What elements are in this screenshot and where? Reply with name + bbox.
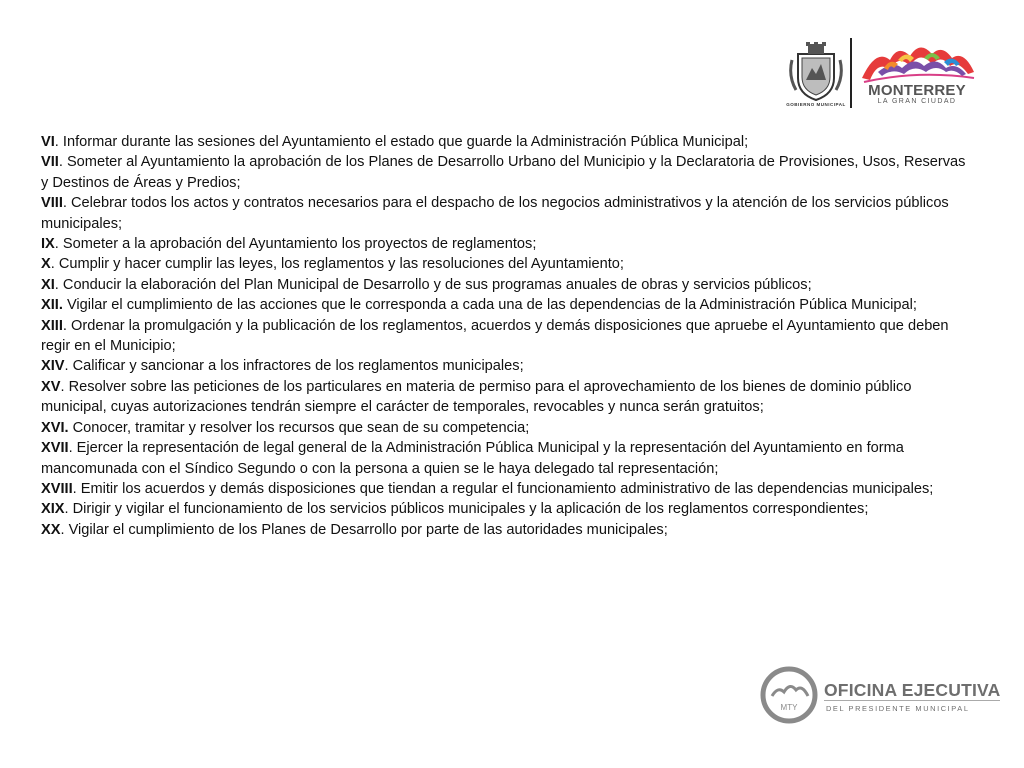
item-text: . Ordenar la promulgación y la publicación de los reglamentos, acuerdos y demás disposiciones que apruebe el Ayuntamiento que deben regir en el Municipio; <box>41 317 949 355</box>
mty-circle-logo-icon <box>760 666 818 724</box>
item-number: VIII <box>41 195 63 212</box>
list-item <box>41 234 971 254</box>
document-body <box>41 132 971 540</box>
circle-label: MTY <box>780 703 798 712</box>
item-text: . Cumplir y hacer cumplir las leyes, los reglamentos y las resoluciones del Ayuntamiento; <box>50 256 624 273</box>
footer-title: OFICINA EJECUTIVA <box>824 680 1001 700</box>
list-item <box>41 438 971 479</box>
item-text: . Calificar y sancionar a los infractores de los reglamentos municipales; <box>64 358 524 375</box>
footer-logo <box>760 666 1010 732</box>
footer-divider <box>824 700 1000 701</box>
item-text: . Dirigir y vigilar el funcionamiento de los servicios públicos municipales y la aplicación de los reglamentos correspondientes; <box>64 501 869 518</box>
list-item <box>41 152 971 193</box>
item-text: . Conducir la elaboración del Plan Municipal de Desarrollo y de sus programas anuales de obras y servicios públicos; <box>54 276 812 293</box>
list-item <box>41 275 971 295</box>
list-item <box>41 520 971 540</box>
list-item <box>41 316 971 357</box>
item-number: XIX <box>41 501 65 518</box>
item-number: XVIII <box>41 480 73 497</box>
item-number: XIV <box>41 358 65 375</box>
item-number: VII <box>41 154 59 171</box>
item-number: XIII <box>41 317 63 334</box>
item-number: XV <box>41 378 61 395</box>
item-text: . Resolver sobre las peticiones de los particulares en materia de permiso para el aprovechamiento de los bienes de dominio público municipal, cuyas autorizaciones tendrán siempre el carácter de temporales, revocables y nunca serán gratuitos; <box>41 378 912 416</box>
item-number: XVI. <box>41 419 69 436</box>
list-item <box>41 479 971 499</box>
item-text: . Informar durante las sesiones del Ayuntamiento el estado que guarde la Administración Pública Municipal; <box>54 134 749 150</box>
list-item <box>41 193 971 234</box>
brand-tagline: LA GRAN CIUDAD <box>877 98 957 105</box>
item-text: . Celebrar todos los actos y contratos necesarios para el despacho de los negocios administrativos y la atención de los servicios públicos municipales; <box>41 195 949 232</box>
footer-subtitle: DEL PRESIDENTE MUNICIPAL <box>826 704 970 713</box>
coat-caption: GOBIERNO MUNICIPAL <box>786 102 846 107</box>
item-number: XI <box>41 276 55 293</box>
list-item <box>41 356 971 376</box>
coat-of-arms-icon <box>788 40 844 102</box>
list-item <box>41 499 971 519</box>
item-text: . Vigilar el cumplimiento de los Planes de Desarrollo por parte de las autoridades municipales; <box>60 521 668 538</box>
item-number: XII. <box>41 297 63 314</box>
item-number: X <box>41 256 51 273</box>
list-item <box>41 295 971 315</box>
list-item <box>41 254 971 274</box>
monterrey-mountain-logo-icon <box>858 38 978 86</box>
item-text: . Someter al Ayuntamiento la aprobación de los Planes de Desarrollo Urbano del Municipio y la Declaratoria de Provisiones, Usos, Reservas y Destinos de Áreas y Predios; <box>41 154 966 191</box>
item-number: VI <box>41 134 55 150</box>
item-text: Vigilar el cumplimiento de las acciones que le corresponda a cada una de las dependencias de la Administración Pública Municipal; <box>62 297 917 314</box>
item-number: XVII <box>41 440 69 457</box>
item-text: Conocer, tramitar y resolver los recursos que sean de su competencia; <box>68 419 530 436</box>
header-divider <box>850 38 852 108</box>
header-logos <box>780 30 1000 112</box>
brand-name: MONTERREY <box>868 82 966 99</box>
item-text: . Emitir los acuerdos y demás disposiciones que tiendan a regular el funcionamiento administrativo de las dependencias municipales; <box>72 480 934 497</box>
item-text: . Ejercer la representación de legal general de la Administración Pública Municipal y la representación del Ayuntamiento en forma mancomunada con el Síndico Segundo o con la persona a quien se le haya delegado tal representación; <box>41 440 904 477</box>
item-text: . Someter a la aprobación del Ayuntamiento los proyectos de reglamentos; <box>54 236 537 253</box>
list-item <box>41 377 971 418</box>
list-item <box>41 132 971 152</box>
item-number: IX <box>41 236 55 253</box>
list-item <box>41 418 971 438</box>
item-number: XX <box>41 521 61 538</box>
